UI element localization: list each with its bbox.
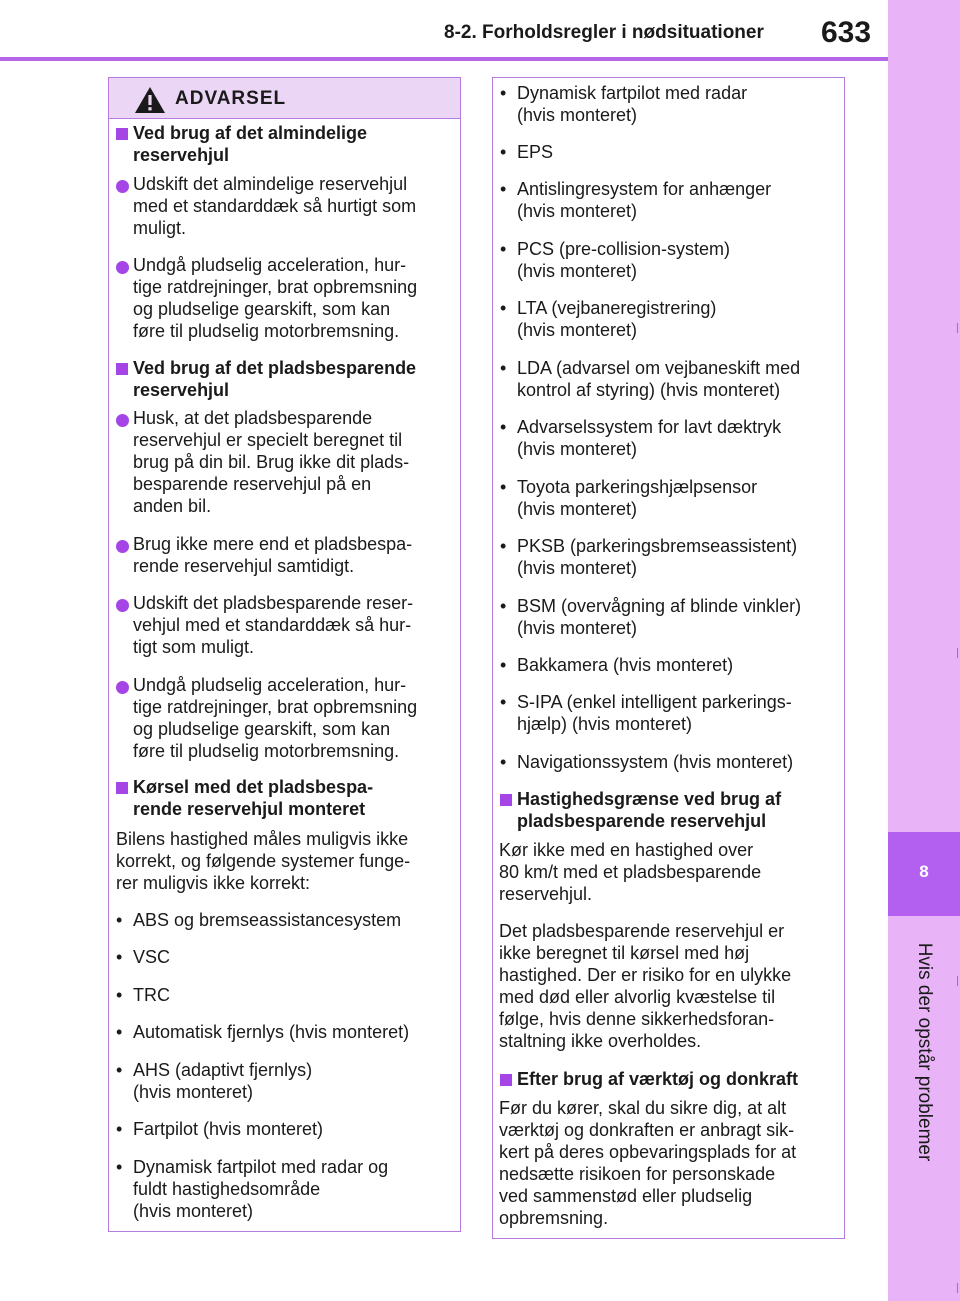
paragraph: Det pladsbesparende reservehjul er ikke beregnet til kørsel med høj hastighed. Der er risiko for en ulykke med død eller alvorlig kvæstelse til følge, hvis denne sikkerhedsforan- staltning ikke overholdes. — [499, 921, 792, 1051]
section-square-icon — [116, 128, 128, 140]
warning-header — [109, 78, 460, 119]
list-item-text: EPS — [517, 142, 554, 162]
list-item: • — [116, 1119, 123, 1139]
bullet-dot-icon — [116, 599, 129, 612]
heading-regular-spare: Ved brug af det almindelige reservehjul — [133, 123, 368, 165]
list-item-text: Navigationssystem (hvis monteret) — [517, 752, 794, 772]
warning-title: ADVARSEL — [175, 88, 287, 109]
list-item: • — [500, 83, 507, 103]
crop-mark — [957, 976, 958, 986]
section-square-icon — [116, 363, 128, 375]
section-square-icon — [500, 1074, 512, 1086]
list-item: • — [116, 1022, 123, 1042]
crop-mark — [957, 648, 958, 658]
bullet-dot-icon — [116, 681, 129, 694]
list-item: • — [500, 417, 507, 437]
list-item: • — [500, 596, 507, 616]
list-item: • — [116, 910, 123, 930]
list-item-text: Toyota parkeringshjælpsensor (hvis monteret) — [517, 477, 758, 519]
list-item: • — [500, 179, 507, 199]
intro-paragraph: Bilens hastighed måles muligvis ikke korrekt, og følgende systemer funge- rer muligvis ikke korrekt: — [116, 829, 411, 893]
bullet-dot-icon — [116, 414, 129, 427]
bullet-dot-icon — [116, 540, 129, 553]
list-item: • — [500, 239, 507, 259]
heading-compact-spare: Ved brug af det pladsbesparende reservehjul — [133, 358, 417, 400]
list-item-text: VSC — [133, 947, 171, 967]
chapter-number: 8 — [919, 862, 929, 881]
header-rule — [0, 57, 888, 61]
paragraph: Kør ikke med en hastighed over 80 km/t med et pladsbesparende reservehjul. — [499, 840, 762, 904]
list-item: • — [500, 358, 507, 378]
paragraph: Undgå pludselig acceleration, hur- tige ratdrejninger, brat opbremsning og pludselige gearskift, som kan føre til pludselig motorbremsning. — [133, 675, 418, 761]
paragraph: Brug ikke mere end et pladsbespa- rende reservehjul samtidigt. — [133, 534, 413, 576]
list-item: • — [116, 985, 123, 1005]
list-item-text: Dynamisk fartpilot med radar og fuldt hastighedsområde (hvis monteret) — [133, 1157, 389, 1221]
list-item: • — [116, 1060, 123, 1080]
section-title: 8-2. Forholdsregler i nødsituationer — [444, 22, 764, 43]
list-item-text: AHS (adaptivt fjernlys) (hvis monteret) — [133, 1060, 313, 1102]
paragraph: Før du kører, skal du sikre dig, at alt værktøj og donkraften er anbragt sik- kert på deres opbevaringsplads for at nedsætte risikoen for personskade ved sammenstød eller pludselig opbremsning. — [499, 1098, 797, 1228]
list-item-text: Fartpilot (hvis monteret) — [133, 1119, 324, 1139]
list-item-text: Bakkamera (hvis monteret) — [517, 655, 734, 675]
list-item-text: BSM (overvågning af blinde vinkler) (hvis monteret) — [517, 596, 802, 638]
warning-triangle-icon — [133, 85, 167, 115]
heading-speed-limit: Hastighedsgrænse ved brug af pladsbesparende reservehjul — [517, 789, 782, 831]
list-item-text: LDA (advarsel om vejbaneskift med kontrol af styring) (hvis monteret) — [517, 358, 801, 400]
list-item-text: Automatisk fjernlys (hvis monteret) — [133, 1022, 410, 1042]
list-item-text: S-IPA (enkel intelligent parkerings- hjælp) (hvis monteret) — [517, 692, 792, 734]
chapter-title: Hvis der opstår problemer — [914, 942, 935, 1162]
list-item: • — [500, 477, 507, 497]
list-item-text: PKSB (parkeringsbremseassistent) (hvis monteret) — [517, 536, 798, 578]
list-item: • — [500, 655, 507, 675]
list-item: • — [500, 692, 507, 712]
list-item-text: PCS (pre-collision-system) (hvis monteret) — [517, 239, 731, 281]
paragraph: Udskift det pladsbesparende reser- vehjul med et standarddæk så hur- tigt som muligt. — [133, 593, 414, 657]
list-item: • — [500, 752, 507, 772]
list-item: • — [500, 142, 507, 162]
list-item-text: Advarselssystem for lavt dæktryk (hvis monteret) — [517, 417, 782, 459]
bullet-dot-icon — [116, 261, 129, 274]
crop-mark — [957, 1283, 958, 1293]
heading-tools-jack: Efter brug af værktøj og donkraft — [517, 1069, 799, 1089]
list-item: • — [500, 536, 507, 556]
bullet-dot-icon — [116, 180, 129, 193]
paragraph: Husk, at det pladsbesparende reservehjul er specielt beregnet til brug på din bil. Brug ikke dit plads- besparende reservehjul på en anden bil. — [133, 408, 410, 516]
heading-driving-compact-spare: Kørsel med det pladsbespa- rende reservehjul monteret — [133, 777, 374, 819]
list-item: • — [116, 1157, 123, 1177]
list-item-text: LTA (vejbaneregistrering) (hvis monteret) — [517, 298, 717, 340]
page-number: 633 — [821, 16, 872, 49]
list-item-text: Antislingresystem for anhænger (hvis monteret) — [517, 179, 772, 221]
list-item-text: ABS og bremseassistancesystem — [133, 910, 402, 930]
list-item-text: TRC — [133, 985, 170, 1005]
crop-mark — [957, 323, 958, 333]
paragraph: Undgå pludselig acceleration, hur- tige ratdrejninger, brat opbremsning og pludselige gearskift, som kan føre til pludselig motorbremsning. — [133, 255, 418, 341]
section-square-icon — [500, 794, 512, 806]
list-item-text: Dynamisk fartpilot med radar (hvis monteret) — [517, 83, 748, 125]
list-item: • — [116, 947, 123, 967]
list-item: • — [500, 298, 507, 318]
section-square-icon — [116, 782, 128, 794]
paragraph: Udskift det almindelige reservehjul med et standarddæk så hurtigt som muligt. — [133, 174, 417, 238]
